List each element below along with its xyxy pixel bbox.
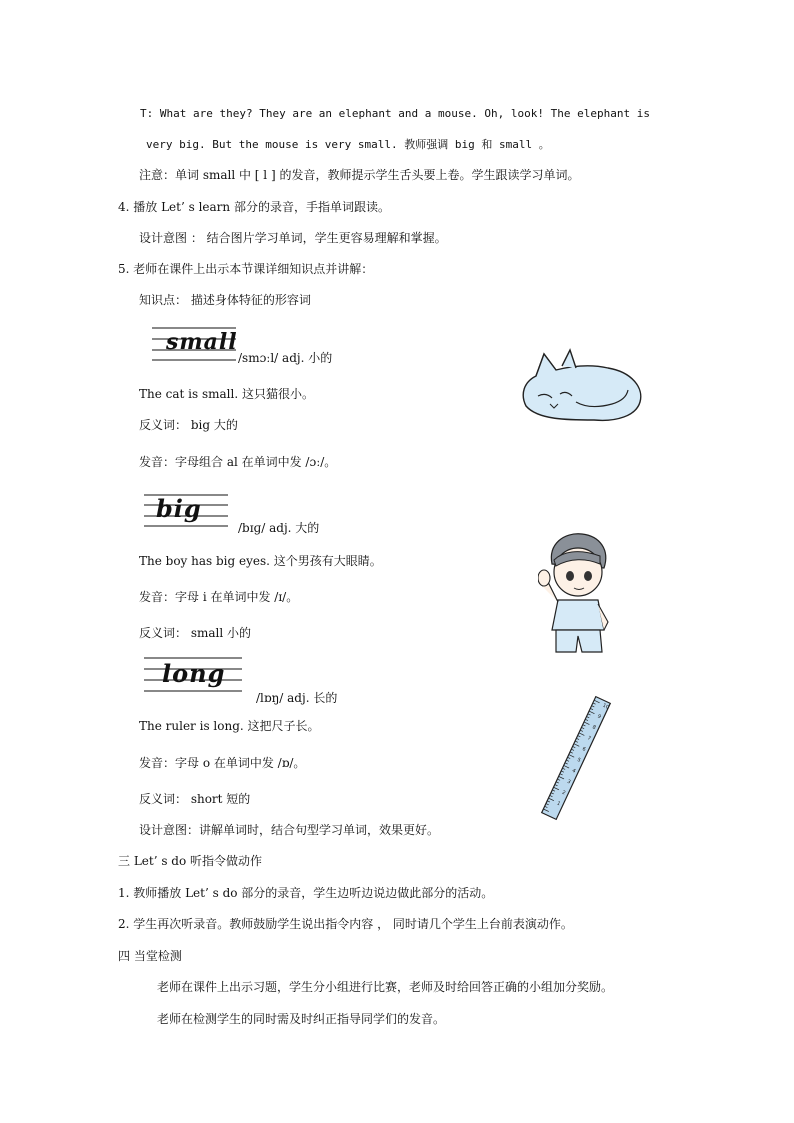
small-pronunciation: 发音：字母组合 al 在单词中发 /ɔː/。 xyxy=(139,455,337,469)
handwriting-big xyxy=(144,492,228,530)
cat-illustration xyxy=(516,344,646,429)
step-4: 4. 播放 Let’ s learn 部分的录音，手指单词跟读。 xyxy=(118,200,390,214)
handwriting-word-long: long xyxy=(162,659,226,688)
long-phonetic: /lɒŋ/ adj. 长的 xyxy=(256,691,338,705)
handwriting-word-small: small xyxy=(166,329,238,355)
long-pronunciation: 发音：字母 o 在单词中发 /ɒ/。 xyxy=(139,756,306,770)
ruler-number: 10 xyxy=(601,702,610,711)
ruler-number: 3 xyxy=(565,778,572,786)
ruler-number: 1 xyxy=(555,800,562,808)
small-antonym: 反义词： big 大的 xyxy=(139,418,238,432)
ruler-number: 4 xyxy=(571,767,577,775)
big-antonym: 反义词： small 小的 xyxy=(139,626,251,640)
small-example: The cat is small. 这只猫很小。 xyxy=(139,387,314,401)
long-example: The ruler is long. 这把尺子长。 xyxy=(139,719,320,733)
ruler-number: 7 xyxy=(586,735,592,743)
knowledge-point: 知识点： 描述身体特征的形容词 xyxy=(139,293,311,307)
ruler-number: 2 xyxy=(560,789,567,797)
section-4-heading: 四 当堂检测 xyxy=(118,949,182,963)
teacher-dialog-line-1: T: What are they? They are an elephant and a mouse. Oh, look! The elephant is xyxy=(140,107,650,120)
small-phonetic: /smɔːl/ adj. 小的 xyxy=(238,351,333,365)
section-3-heading: 三 Let’ s do 听指令做动作 xyxy=(118,854,263,868)
handwriting-word-big: big xyxy=(156,494,202,523)
handwriting-small xyxy=(152,325,236,363)
ruler-number: 6 xyxy=(581,746,587,753)
step-5: 5. 老师在课件上出示本节课详细知识点并讲解： xyxy=(118,262,374,276)
boy-illustration xyxy=(538,530,618,657)
ruler-number: 5 xyxy=(576,757,582,764)
big-pronunciation: 发音：字母 i 在单词中发 /ɪ/。 xyxy=(139,590,299,604)
ruler-number: 9 xyxy=(596,713,602,721)
big-phonetic: /bɪɡ/ adj. 大的 xyxy=(238,521,320,535)
section-3-item-1: 1. 教师播放 Let’ s do 部分的录音，学生边听边说边做此部分的活动。 xyxy=(118,886,494,900)
design-intent-2: 设计意图：讲解单词时，结合句型学习单词，效果更好。 xyxy=(139,823,440,837)
section-4-paragraph-1: 老师在课件上出示习题，学生分小组进行比赛，老师及时给回答正确的小组加分奖励。 xyxy=(157,980,614,994)
design-intent-1: 设计意图 ： 结合图片学习单词，学生更容易理解和掌握。 xyxy=(139,231,447,245)
big-example: The boy has big eyes. 这个男孩有大眼睛。 xyxy=(139,554,382,568)
handwriting-long xyxy=(144,655,242,695)
note-text: 注意：单词 small 中 [ l ] 的发音，教师提示学生舌头要上卷。学生跟读学习单词。 xyxy=(139,168,580,182)
section-3-item-2: 2. 学生再次听录音。教师鼓励学生说出指令内容 ， 同时请几个学生上台前表演动作。 xyxy=(118,917,573,931)
ruler-illustration xyxy=(530,690,620,829)
ruler-number: 8 xyxy=(591,724,597,732)
section-4-paragraph-2: 老师在检测学生的同时需及时纠正指导同学们的发音。 xyxy=(157,1012,446,1026)
long-antonym: 反义词： short 短的 xyxy=(139,792,251,806)
teacher-dialog-line-2: very big. But the mouse is very small. 教师强调 big 和 small 。 xyxy=(146,138,550,151)
